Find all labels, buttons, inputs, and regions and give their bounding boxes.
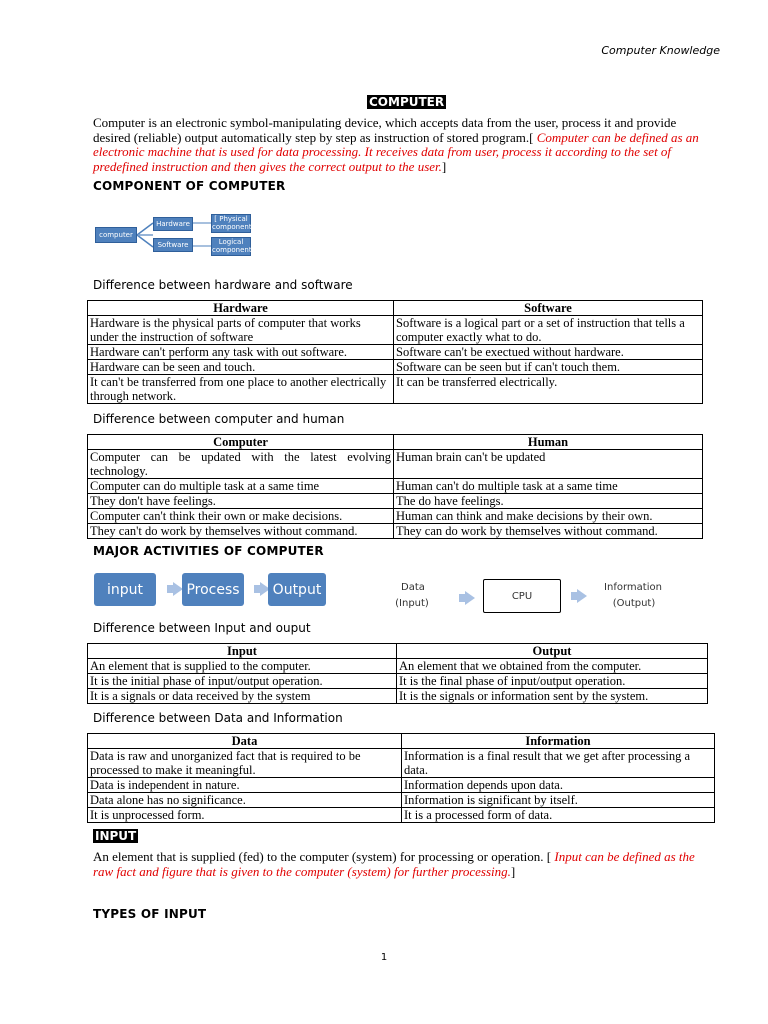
table-row [88,450,703,479]
table-cell: An element that is supplied to the computer. [88,659,397,674]
column-header: Information [402,734,715,749]
page-title: COMPUTER [369,95,445,109]
diagram-root-computer: computer [95,227,137,243]
table-cell: Hardware can be seen and touch. [88,360,394,375]
diagram-physical-component: [ Physical component] [212,215,255,231]
table-row [88,345,703,360]
table-row [88,778,715,793]
input-text: An element that is supplied (fed) to the computer (system) for processing or operation. [ [93,849,552,864]
table-row [88,360,703,375]
cpu-diagram [385,578,685,618]
cpu-data-label: Data [401,582,425,593]
table-header-row [88,301,703,316]
cpu-arrow-icon [577,589,587,603]
cpu-output-label: (Output) [612,598,656,609]
table-row [88,375,703,404]
intro-text: Computer is an electronic symbol-manipulating device, which accepts data from the user, process it and provide desired (reliable) output automatically step by step as instruction of stored program.[ [93,115,677,145]
column-header: Output [397,644,708,659]
table-cell: Software is a logical part or a set of instruction that tells a computer exactly what to do. [394,316,703,345]
flow-step-output: Output [268,573,326,606]
table-row [88,316,703,345]
table-row [88,674,708,689]
table-cell: It is the final phase of input/output operation. [397,674,708,689]
diagram-software: Software [153,238,193,252]
cpu-input-label: (Input) [395,598,429,609]
data-info-caption: Difference between Data and Information [93,711,343,725]
table-row [88,479,703,494]
table-cell: They can't do work by themselves without command. [88,524,394,539]
intro-definition: Computer can be defined as an electronic machine that is used for data processing. It receives data from user, process it according to the set of predefined instruction and then gives the correct output to the user. [93,129,699,174]
table-cell: It can't be transferred from one place to another electrically through network. [88,375,394,404]
hw-sw-table [87,300,703,404]
table-row [88,509,703,524]
table-cell: It is a processed form of data. [402,808,715,823]
flow-step-input: input [94,573,156,606]
table-cell: It can be transferred electrically. [394,375,703,404]
table-cell: It is the initial phase of input/output operation. [88,674,397,689]
table-cell: It is a signals or data received by the system [88,689,397,704]
in-out-caption: Difference between Input and ouput [93,621,311,635]
input-paragraph [93,850,713,879]
column-header: Human [394,435,703,450]
diagram-hardware: Hardware [153,217,193,231]
cpu-information-label: Information [604,582,662,593]
input-close: ] [510,863,516,879]
table-row [88,749,715,778]
table-row [88,524,703,539]
input-section-badge: INPUT [95,829,137,843]
cpu-label: CPU [511,591,533,602]
table-cell: Data is independent in nature. [88,778,402,793]
table-cell: They can do work by themselves without command. [394,524,703,539]
cpu-arrow-icon [465,591,475,605]
comp-human-table [87,434,703,539]
table-cell: Information depends upon data. [402,778,715,793]
table-cell: An element that we obtained from the computer. [397,659,708,674]
table-cell: It is unprocessed form. [88,808,402,823]
table-cell: Human brain can't be updated [394,450,703,479]
component-heading: COMPONENT OF COMPUTER [93,179,286,193]
column-header: Input [88,644,397,659]
input-definition: Input can be defined as the raw fact and figure that is given to the computer (system) for further processing. [93,849,695,879]
table-cell: They don't have feelings. [88,494,394,509]
column-header: Hardware [88,301,394,316]
component-diagram [93,212,263,260]
table-cell: Data is raw and unorganized fact that is required to be processed to make it meaningful. [88,749,402,778]
diagram-logical-component: Logical component [212,238,252,254]
ipo-flow-diagram [94,572,334,608]
column-header: Software [394,301,703,316]
table-row [88,808,715,823]
table-row [88,494,703,509]
comp-human-caption: Difference between computer and human [93,412,345,426]
table-cell: Information is significant by itself. [402,793,715,808]
column-header: Computer [88,435,394,450]
page-number: 1 [380,952,388,963]
table-row [88,793,715,808]
table-cell: Computer can do multiple task at a same time [88,479,394,494]
table-header-row [88,644,708,659]
table-cell: Computer can be updated with the latest evolving technology. [88,450,394,479]
in-out-table [87,643,708,704]
table-cell: Software can't be exectued without hardware. [394,345,703,360]
flow-step-process: Process [182,573,244,606]
table-row [88,689,708,704]
column-header: Data [88,734,402,749]
table-cell: The do have feelings. [394,494,703,509]
table-cell: Hardware is the physical parts of computer that works under the instruction of software [88,316,394,345]
table-row [88,659,708,674]
intro-paragraph [93,116,713,174]
table-header-row [88,435,703,450]
table-cell: Human can't do multiple task at a same time [394,479,703,494]
table-cell: Software can be seen but if can't touch them. [394,360,703,375]
data-info-table [87,733,715,823]
table-cell: Information is a final result that we get after processing a data. [402,749,715,778]
hw-sw-caption: Difference between hardware and software [93,278,353,292]
table-cell: Computer can't think their own or make decisions. [88,509,394,524]
table-cell: Human can think and make decisions by their own. [394,509,703,524]
running-header: Computer Knowledge [601,44,720,57]
table-header-row [88,734,715,749]
table-cell: Data alone has no significance. [88,793,402,808]
major-activities-heading: MAJOR ACTIVITIES OF COMPUTER [93,544,324,558]
intro-close: ] [441,158,447,174]
types-of-input-heading: TYPES OF INPUT [93,907,207,921]
table-cell: It is the signals or information sent by the system. [397,689,708,704]
table-cell: Hardware can't perform any task with out software. [88,345,394,360]
